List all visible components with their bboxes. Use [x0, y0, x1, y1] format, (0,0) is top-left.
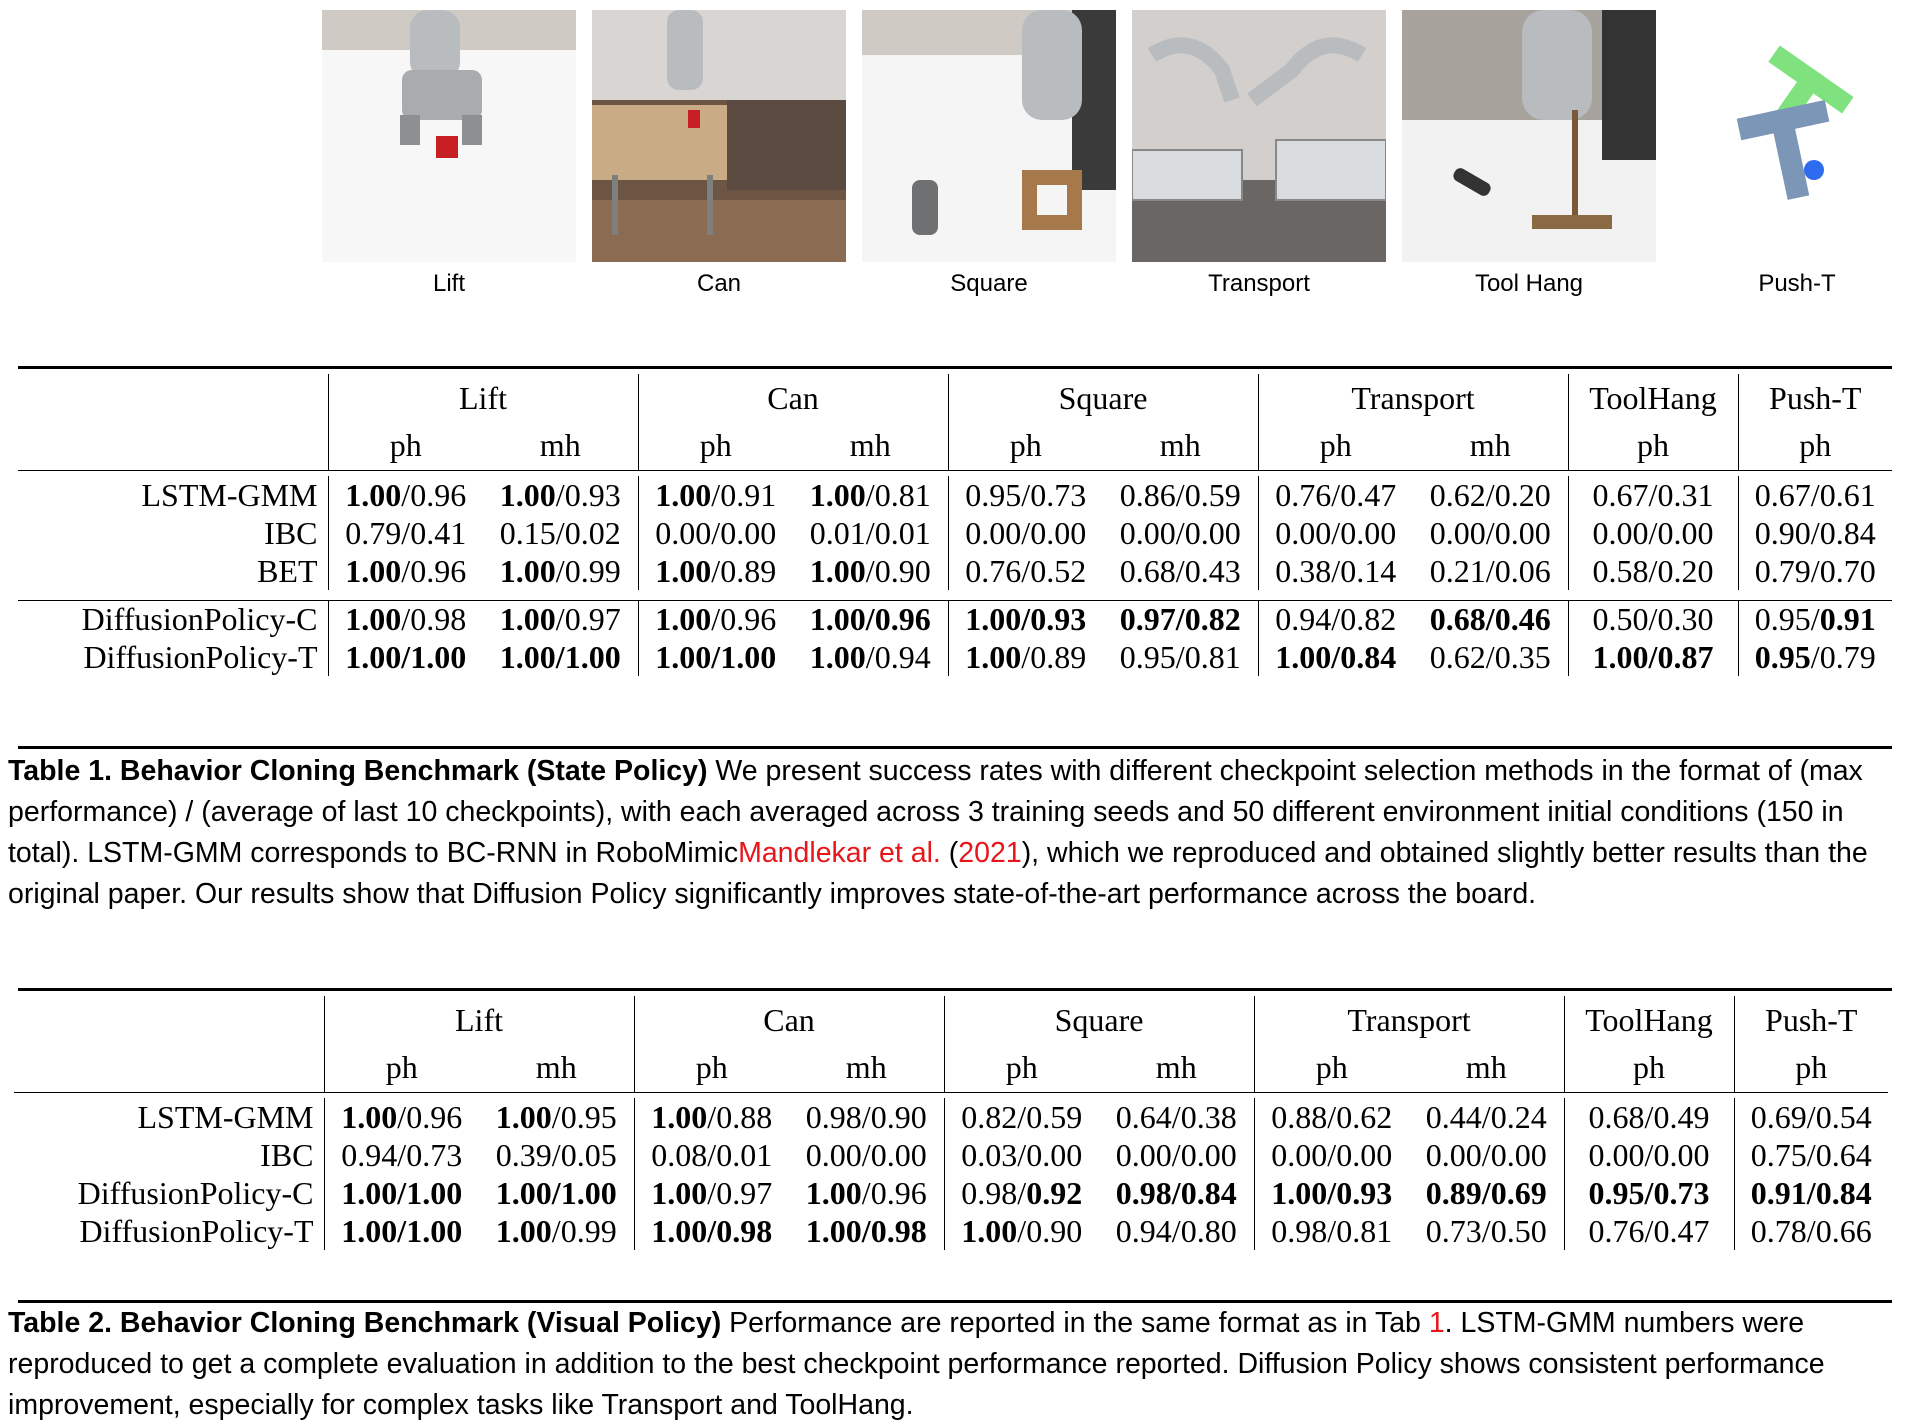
table-cell: 1.00/0.98	[634, 1212, 789, 1250]
table-cell: 1.00/0.96	[809, 600, 931, 637]
table-cell: 0.95/0.73	[948, 476, 1103, 514]
table-cell: 0.73/0.50	[1425, 1212, 1547, 1249]
table-cell: 1.00/0.91	[638, 476, 793, 514]
table-cell: 0.79/0.41	[328, 514, 483, 552]
table-cell: 0.00/0.00	[805, 1136, 927, 1173]
table-row	[14, 1212, 1888, 1250]
subheader: ph	[634, 1044, 789, 1092]
push-t-image	[1670, 10, 1910, 262]
table2-caption	[8, 1303, 1902, 1426]
table-cell: 0.68/0.46	[1429, 600, 1551, 637]
table1-baseline-rows	[18, 476, 1892, 590]
subheader: ph	[1254, 1044, 1409, 1092]
subheader: mh	[1159, 427, 1201, 464]
task-label: Can	[696, 270, 742, 297]
subheader: mh	[1469, 427, 1511, 464]
table-cell: 0.50/0.30	[1568, 600, 1738, 638]
subheader: ph	[324, 1044, 479, 1092]
subheader: ph	[638, 422, 793, 470]
caption-title: Table 2. Behavior Cloning Benchmark (Visual Policy)	[8, 1307, 722, 1339]
table-cell: 0.44/0.24	[1425, 1098, 1547, 1135]
table-cell: 0.15/0.02	[499, 514, 621, 551]
subheader: mh	[539, 427, 581, 464]
transport-image	[1132, 10, 1386, 262]
row-label: IBC	[264, 514, 318, 551]
table-cell: 0.75/0.64	[1734, 1136, 1888, 1174]
table-cell: 1.00/1.00	[499, 638, 621, 675]
group-header: Can	[634, 996, 944, 1044]
table-cell: 0.00/0.00	[1425, 1136, 1547, 1173]
table-cell: 0.98/0.81	[1254, 1212, 1409, 1250]
table-cell: 1.00/0.88	[634, 1098, 789, 1136]
task-label: Transport	[1208, 270, 1310, 297]
citation-year-link[interactable]: 2021	[958, 837, 1022, 869]
table-cell: 1.00/0.99	[499, 552, 621, 589]
table-cell: 1.00/0.96	[328, 476, 483, 514]
table-cell: 1.00/0.93	[948, 600, 1103, 638]
table-cell: 1.00/0.93	[499, 476, 621, 513]
table2	[14, 996, 1888, 1250]
table-cell: 1.00/0.95	[495, 1098, 617, 1135]
table-cell: 0.21/0.06	[1429, 552, 1551, 589]
table-cell: 1.00/0.96	[638, 600, 793, 638]
subheader: mh	[1155, 1049, 1197, 1086]
caption-text: We present success rates with different checkpoint selection methods in the format of (max performance) / (average of last 10 checkpoints), with each averaged across 3 training seeds and 50 different environment initial conditions (150 in total). LSTM-GMM corresponds to BC-RNN in RoboMimic	[8, 755, 1863, 869]
table1-bottom-rule	[18, 746, 1892, 749]
table-cell: 1.00/0.81	[809, 476, 931, 513]
table-cell: 0.58/0.20	[1568, 552, 1738, 590]
table-cell: 0.90/0.84	[1738, 514, 1892, 552]
subheader: ph	[1734, 1044, 1888, 1092]
table2-top-rule	[18, 988, 1892, 991]
task-figure	[0, 10, 1910, 310]
table-cell: 1.00/0.98	[805, 1212, 927, 1249]
square-image	[862, 10, 1116, 262]
can-image	[592, 10, 846, 262]
row-label: LSTM-GMM	[137, 1098, 314, 1135]
table-cell: 0.00/0.00	[1254, 1136, 1409, 1174]
table1-subheader-row	[18, 422, 1892, 470]
subheader: mh	[535, 1049, 577, 1086]
table-cell: 0.00/0.00	[1115, 1136, 1237, 1173]
caption-text: (	[940, 837, 959, 869]
caption-text: . LSTM-GMM numbers were reproduced to get a complete evaluation in addition to the best checkpoint performance reported. Diffusion Policy shows consistent performance improvement, especially for complex tasks like Transport and ToolHang.	[8, 1307, 1825, 1421]
table-cell: 0.00/0.00	[1564, 1136, 1734, 1174]
subheader: mh	[849, 427, 891, 464]
table-cell: 0.98/0.92	[944, 1174, 1099, 1212]
task-label: Square	[950, 270, 1028, 297]
table-cell: 0.91/0.84	[1734, 1174, 1888, 1212]
table-cell: 1.00/0.89	[638, 552, 793, 590]
subheader: mh	[845, 1049, 887, 1086]
table-cell: 0.95/0.79	[1738, 638, 1892, 676]
table-cell: 1.00/0.84	[1258, 638, 1413, 676]
table-cell: 0.94/0.82	[1258, 600, 1413, 638]
task-label: Tool Hang	[1474, 270, 1584, 297]
subheader: ph	[1564, 1044, 1734, 1092]
table-cell: 1.00/0.96	[324, 1098, 479, 1136]
table-cell: 0.76/0.47	[1564, 1212, 1734, 1250]
table1-group-header-row	[18, 374, 1892, 422]
table-cell: 0.97/0.82	[1119, 600, 1241, 637]
table-cell: 1.00/1.00	[328, 638, 483, 676]
caption-text: ), which we reproduced and obtained slightly better results than the original paper. Our results show that Diffusion Policy significantly improves state-of-the-art performance across the board.	[8, 837, 1868, 910]
table-cell: 0.94/0.80	[1115, 1212, 1237, 1249]
table-row	[14, 1136, 1888, 1174]
group-header: Lift	[328, 374, 638, 422]
group-header: ToolHang	[1564, 996, 1734, 1044]
table-cell: 0.78/0.66	[1734, 1212, 1888, 1250]
task-label: Push-T	[1758, 270, 1836, 297]
table-cell: 0.03/0.00	[944, 1136, 1099, 1174]
table-cell: 0.62/0.35	[1429, 638, 1551, 675]
group-header: Square	[944, 996, 1254, 1044]
group-header: Push-T	[1738, 374, 1892, 422]
toolhang-image	[1402, 10, 1656, 262]
group-header: Lift	[324, 996, 634, 1044]
table2-group-header-row	[14, 996, 1888, 1044]
table-row	[18, 514, 1892, 552]
table-cell: 0.38/0.14	[1258, 552, 1413, 590]
table-row	[14, 1174, 1888, 1212]
group-header: Square	[948, 374, 1258, 422]
subheader: ph	[944, 1044, 1099, 1092]
table1-top-rule	[18, 366, 1892, 369]
task-label: Lift	[432, 270, 465, 297]
table-cell: 1.00/1.00	[638, 638, 793, 676]
lift-image	[322, 10, 576, 262]
table1	[18, 374, 1892, 676]
table-cell: 0.76/0.52	[948, 552, 1103, 590]
table-cell: 0.00/0.00	[948, 514, 1103, 552]
table-cell: 0.39/0.05	[495, 1136, 617, 1173]
table-cell: 1.00/0.94	[809, 638, 931, 675]
subheader: ph	[1738, 422, 1892, 470]
table-cell: 0.68/0.43	[1119, 552, 1241, 589]
citation-link[interactable]: Mandlekar et al.	[738, 837, 941, 869]
table-cell: 1.00/0.93	[1254, 1174, 1409, 1212]
subheader: ph	[1258, 422, 1413, 470]
table-cell: 1.00/0.96	[805, 1174, 927, 1211]
table-cell: 0.94/0.73	[324, 1136, 479, 1174]
table-cell: 0.79/0.70	[1738, 552, 1892, 590]
table-cell: 1.00/1.00	[495, 1174, 617, 1211]
table-cell: 0.00/0.00	[1429, 514, 1551, 551]
row-label: DiffusionPolicy-C	[77, 1174, 314, 1211]
subheader: ph	[948, 422, 1103, 470]
table-cell: 0.76/0.47	[1258, 476, 1413, 514]
table-cell: 1.00/0.98	[328, 600, 483, 638]
row-label: DiffusionPolicy-C	[81, 600, 318, 637]
table2-subheader-row	[14, 1044, 1888, 1092]
table-row	[18, 552, 1892, 590]
table-cell: 0.01/0.01	[809, 514, 931, 551]
table-cell: 0.95/0.81	[1119, 638, 1241, 675]
table-cell: 1.00/1.00	[324, 1212, 479, 1250]
table-cell: 1.00/0.90	[809, 552, 931, 589]
table-cell: 0.89/0.69	[1425, 1174, 1547, 1211]
table-cell: 0.67/0.31	[1568, 476, 1738, 514]
table-cell: 1.00/0.97	[499, 600, 621, 637]
table-cell: 0.62/0.20	[1429, 476, 1551, 513]
subheader: mh	[1465, 1049, 1507, 1086]
table-row	[18, 476, 1892, 514]
table-cell: 0.95/0.73	[1564, 1174, 1734, 1212]
caption-title: Table 1. Behavior Cloning Benchmark (State Policy)	[8, 755, 708, 787]
caption-text: Performance are reported in the same format as in Tab	[721, 1307, 1429, 1339]
row-label: LSTM-GMM	[141, 476, 318, 513]
table-row	[14, 1098, 1888, 1136]
table-cell: 1.00/0.97	[634, 1174, 789, 1212]
table-cell: 0.00/0.00	[1568, 514, 1738, 552]
table-cell: 1.00/0.89	[948, 638, 1103, 676]
table-cell: 0.67/0.61	[1738, 476, 1892, 514]
subheader: ph	[328, 422, 483, 470]
group-header: Transport	[1254, 996, 1564, 1044]
row-label: IBC	[260, 1136, 314, 1173]
table-cell: 1.00/0.99	[495, 1212, 617, 1249]
table-cell: 0.00/0.00	[1119, 514, 1241, 551]
table-cell: 1.00/0.96	[328, 552, 483, 590]
row-label: BET	[257, 552, 318, 589]
table-cell: 1.00/0.87	[1568, 638, 1738, 676]
table-cell: 0.82/0.59	[944, 1098, 1099, 1136]
table-cell: 0.64/0.38	[1115, 1098, 1237, 1135]
table-cell: 0.86/0.59	[1119, 476, 1241, 513]
group-header: Can	[638, 374, 948, 422]
group-header: Push-T	[1734, 996, 1888, 1044]
table-ref-link[interactable]: 1	[1428, 1307, 1445, 1339]
table-cell: 0.88/0.62	[1254, 1098, 1409, 1136]
subheader: ph	[1568, 422, 1738, 470]
table-cell: 0.68/0.49	[1564, 1098, 1734, 1136]
group-header: Transport	[1258, 374, 1568, 422]
table2-rows	[14, 1098, 1888, 1250]
table-cell: 0.95/0.91	[1738, 600, 1892, 638]
table1-caption	[8, 751, 1902, 915]
table-row	[18, 600, 1892, 638]
table-cell: 1.00/0.90	[944, 1212, 1099, 1250]
row-label: DiffusionPolicy-T	[79, 1212, 314, 1249]
group-header: ToolHang	[1568, 374, 1738, 422]
table-cell: 1.00/1.00	[324, 1174, 479, 1212]
table-cell: 0.08/0.01	[634, 1136, 789, 1174]
table-cell: 0.69/0.54	[1734, 1098, 1888, 1136]
table-row	[18, 638, 1892, 676]
table-cell: 0.00/0.00	[1258, 514, 1413, 552]
table-cell: 0.98/0.84	[1115, 1174, 1237, 1211]
table1-diffusion-rows	[18, 600, 1892, 676]
table-cell: 0.98/0.90	[805, 1098, 927, 1135]
row-label: DiffusionPolicy-T	[83, 638, 318, 675]
table-cell: 0.00/0.00	[638, 514, 793, 552]
